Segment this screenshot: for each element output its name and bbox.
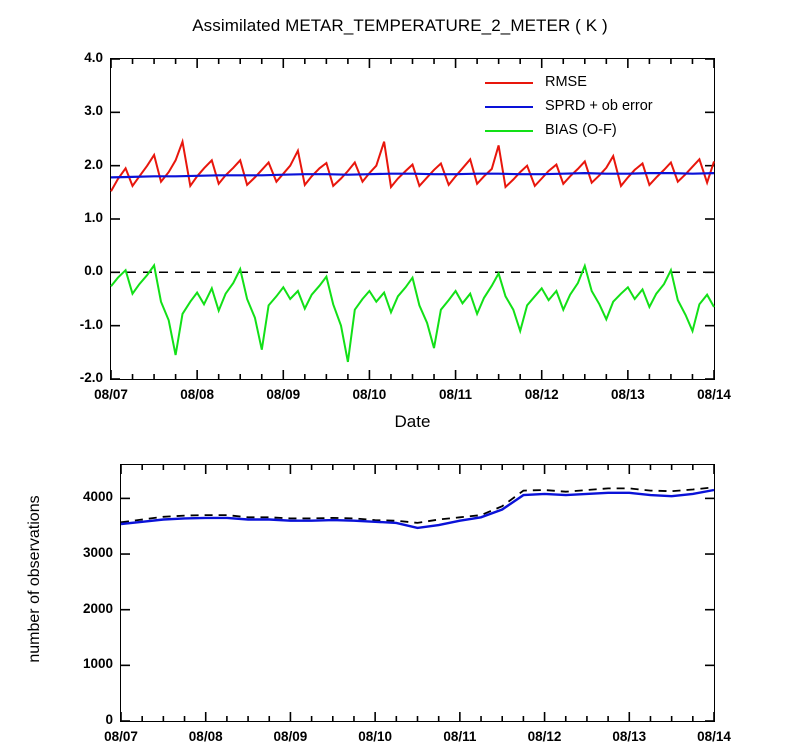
top-xtick-label: 08/08 [180,387,215,402]
legend-label: BIAS (O-F) [545,122,617,138]
bottom-ytick-label: 3000 [82,545,113,561]
page-title: Assimilated METAR_TEMPERATURE_2_METER ( K ) [192,16,608,35]
bottom-xtick-label: 08/12 [527,729,562,744]
top-xtick-label: 08/07 [94,387,128,402]
top-xtick-label: 08/12 [524,387,559,402]
top-ytick-label: -1.0 [79,316,103,332]
legend-label: SPRD + ob error [545,98,653,114]
bottom-xtick-label: 08/10 [358,729,393,744]
top-ytick-label: -2.0 [79,370,103,385]
bottom-ytick-label: 2000 [82,600,113,616]
legend-swatch [485,82,533,84]
bottom-ytick-label: 1000 [82,656,113,672]
bottom-xtick-label: 08/08 [188,729,223,744]
top-ytick-label: 3.0 [84,103,103,119]
bottom-ytick-label: 0 [105,712,113,727]
top-xtick-label: 08/10 [352,387,387,402]
bottom-xtick-label: 08/09 [273,729,308,744]
top-xaxis-title: Date [394,412,431,431]
bottom-chart-panel [0,450,800,750]
top-xtick-label: 08/14 [697,387,731,402]
top-ytick-label: 0.0 [84,263,103,279]
top-ytick-label: 2.0 [84,156,103,172]
top-ytick-label: 1.0 [84,210,103,225]
top-xtick-label: 08/13 [610,387,645,402]
legend [485,72,715,144]
legend-item-sprd [485,96,715,120]
top-xtick-label: 08/11 [439,387,473,402]
bottom-xtick-label: 08/14 [697,729,731,744]
bottom-xtick-label: 08/07 [104,729,138,744]
legend-item-bias [485,120,715,144]
bottom-xtick-label: 08/13 [612,729,647,744]
legend-label: RMSE [545,74,587,90]
legend-item-rmse [485,72,715,96]
bottom-yaxis-title: number of observations [26,495,43,663]
legend-swatch [485,106,533,108]
bottom-xtick-label: 08/11 [443,729,477,744]
legend-swatch [485,130,533,132]
top-xtick-label: 08/09 [266,387,301,402]
bottom-plot-canvas [0,450,800,750]
bottom-ytick-label: 4000 [82,489,113,505]
top-ytick-label: 4.0 [84,50,103,65]
